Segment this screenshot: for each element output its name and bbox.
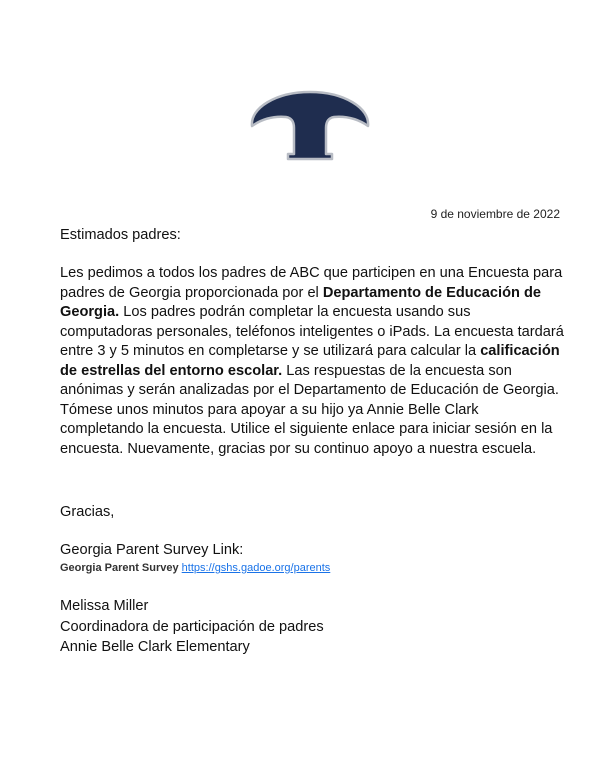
closing: Gracias, xyxy=(60,504,115,520)
signature xyxy=(60,597,560,659)
signature-title: Coordinadora de participación de padres xyxy=(60,618,324,635)
signature-name: Melissa Miller xyxy=(60,598,149,614)
survey-name: Georgia Parent Survey xyxy=(60,562,179,574)
body-text-3: Las respuestas de la encuesta son anónimas y serán analizadas por el Departamento de Educación de Georgia. Tómese unos minutos para apoyar a su hijo ya Annie Belle Clark completando la encuesta. Utilice el siguiente enlace para iniciar sesión en la encuesta. Nuevamente, gracias por su continuo apoyo a nuestra escuela. xyxy=(60,362,559,457)
survey-link-line xyxy=(60,561,330,575)
survey-link[interactable]: https://gshs.gadoe.org/parents xyxy=(181,562,331,574)
letter-date: 9 de noviembre de 2022 xyxy=(430,207,560,221)
letter-t-logo xyxy=(246,86,374,162)
signature-school: Annie Belle Clark Elementary xyxy=(60,639,250,655)
letter-body xyxy=(60,264,565,459)
body-bold-1: Departamento de Educación de Georgia. xyxy=(60,284,542,320)
survey-link-label: Georgia Parent Survey Link: xyxy=(60,542,244,558)
body-text-1: Les pedimos a todos los padres de ABC que participen en una Encuesta para padres de Georgia proporcionada por el xyxy=(60,265,563,301)
body-text-2: Los padres podrán completar la encuesta usando sus computadoras personales, teléfonos inteligentes o iPads. La encuesta tardará entre 3 y 5 minutos en completarse y se utilizará para calcular la xyxy=(60,304,564,359)
body-bold-2: calificación de estrellas del entorno escolar. xyxy=(60,343,560,379)
greeting: Estimados padres: xyxy=(60,227,181,243)
